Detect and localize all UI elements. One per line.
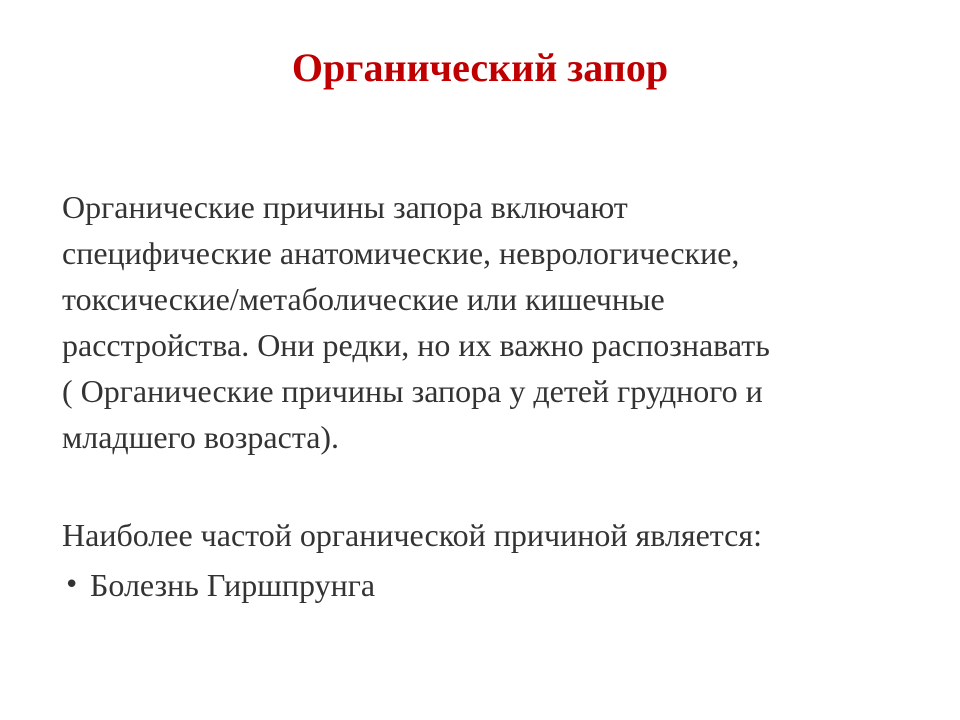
body-line: Органические причины запора включают [62,189,628,225]
bullet-icon: • [64,570,80,600]
lead-sentence: Наиболее частой органической причиной является: [62,517,762,553]
body-line: младшего возраста). [62,419,340,455]
body-paragraph [62,184,922,460]
body-line: ( Органические причины запора у детей грудного и [62,373,763,409]
body-line: специфические анатомические, неврологические, [62,235,740,271]
body-line: токсические/метаболические или кишечные [62,281,665,317]
bullet-text: Болезнь Гиршпрунга [90,567,376,603]
slide-title: Органический запор [291,45,669,90]
body-line: расстройства. Они редки, но их важно распознавать [62,327,770,363]
